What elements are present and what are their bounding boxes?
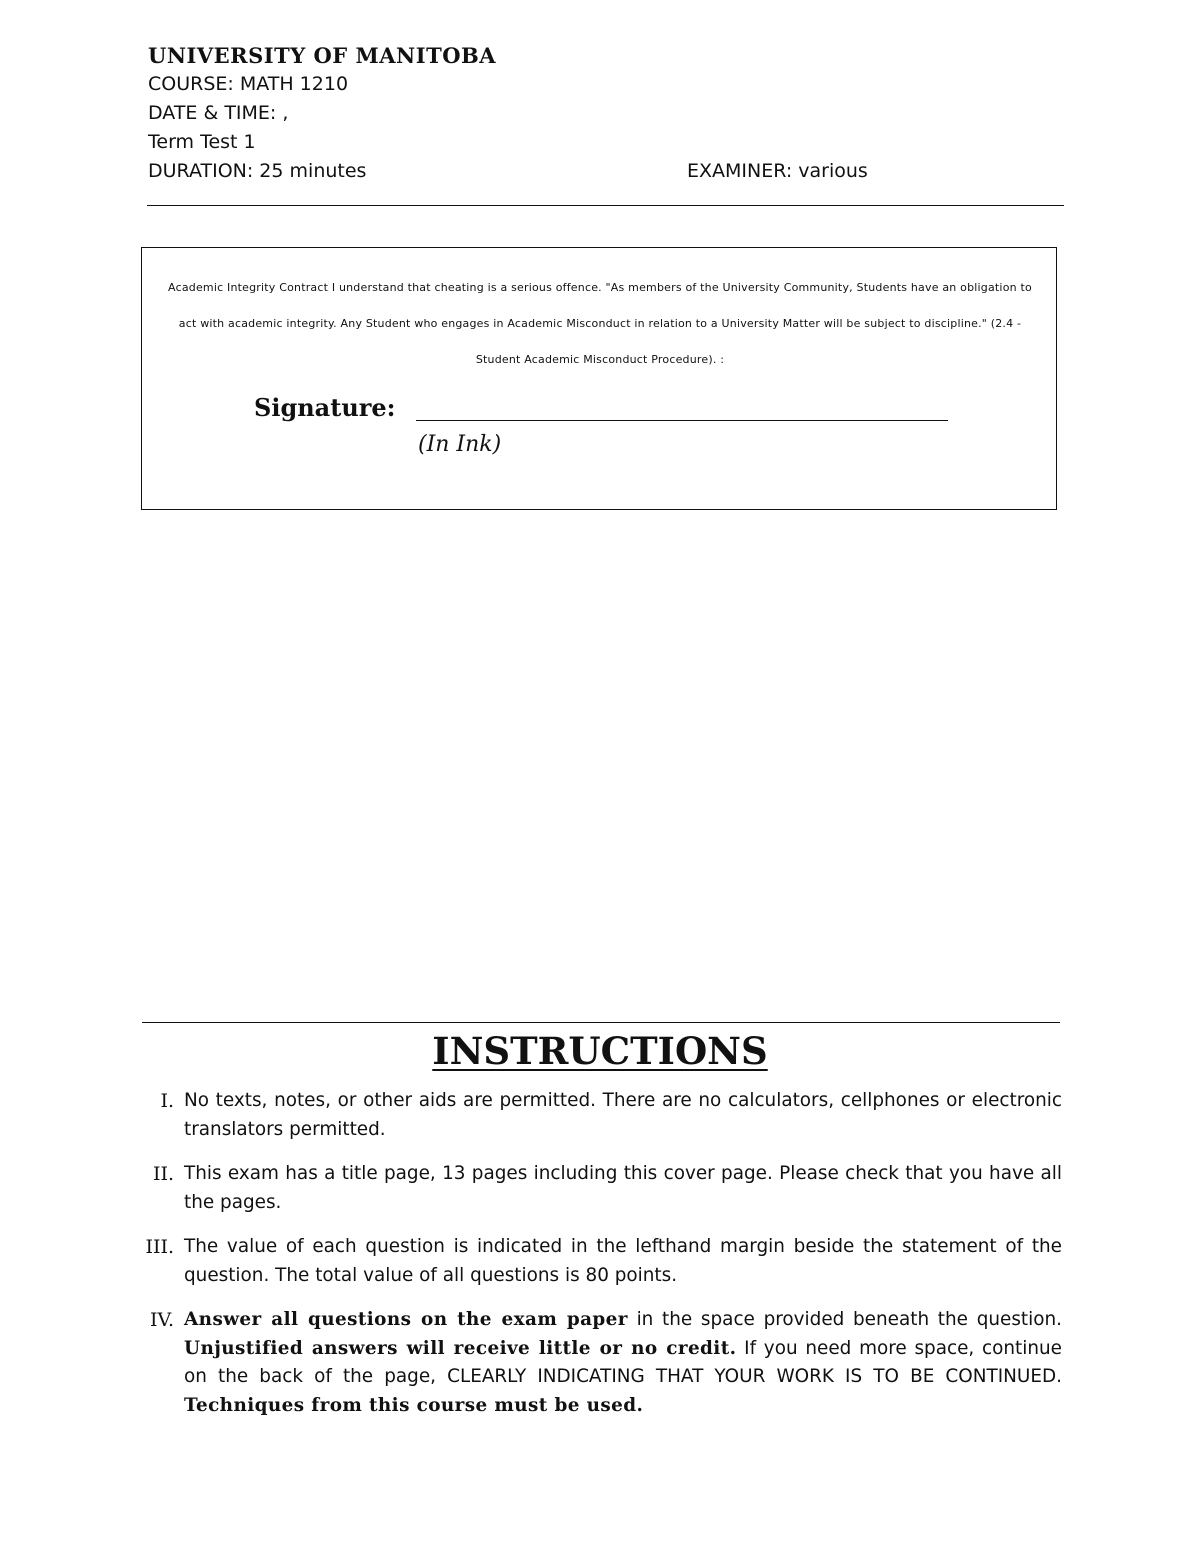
instruction-bold-text: Techniques from this course must be used. bbox=[184, 1394, 644, 1416]
header-divider bbox=[147, 205, 1064, 206]
duration-line: DURATION: 25 minutes bbox=[148, 160, 367, 182]
instruction-item bbox=[140, 1160, 1062, 1217]
date-time-line: DATE & TIME: , bbox=[148, 102, 289, 124]
instructions-divider bbox=[142, 1022, 1060, 1023]
instruction-bold-text: Answer all questions on the exam paper bbox=[184, 1309, 628, 1330]
test-name: Term Test 1 bbox=[148, 131, 256, 153]
instruction-item bbox=[140, 1087, 1062, 1144]
integrity-contract-text: Academic Integrity Contract I understand that cheating is a serious offence. "As members of the University Community, Students have an obligation to act with academic integrity. Any Student who engages in Academic Misconduct in relation to a University Matter will be subject to discipline." (2.4 - Student Academic Misconduct Procedure). : bbox=[168, 281, 1032, 366]
instruction-plain-text: If you need more space, continue on the back of the page, CLEARLY INDICATING THAT YOUR WORK IS TO BE CONTINUED. bbox=[184, 1337, 1063, 1387]
instruction-number: III. bbox=[145, 1236, 174, 1258]
course-line: COURSE: MATH 1210 bbox=[148, 73, 349, 95]
instruction-text: This exam has a title page, 13 pages including this cover page. Please check that you have all the pages. bbox=[184, 1163, 1062, 1213]
instruction-text: No texts, notes, or other aids are permitted. There are no calculators, cellphones or electronic translators permitted. bbox=[184, 1090, 1062, 1140]
signature-label: Signature: bbox=[254, 393, 396, 422]
university-name: UNIVERSITY OF MANITOBA bbox=[148, 43, 497, 68]
instruction-bold-text: Unjustified answers will receive little or no credit. bbox=[184, 1337, 737, 1359]
signature-line[interactable] bbox=[416, 420, 948, 421]
instruction-item bbox=[140, 1306, 1062, 1420]
instructions-list bbox=[140, 1087, 1062, 1436]
instruction-number: I. bbox=[160, 1090, 174, 1112]
instruction-item bbox=[140, 1233, 1062, 1290]
instructions-title-text: INSTRUCTIONS bbox=[432, 1029, 768, 1073]
integrity-contract-box bbox=[141, 247, 1057, 510]
instruction-text bbox=[184, 1306, 1062, 1420]
instruction-text: The value of each question is indicated in the lefthand margin beside the statement of the question. The total value of all questions is 80 points. bbox=[184, 1236, 1062, 1286]
instruction-plain-text: in the space provided beneath the question. bbox=[627, 1309, 1062, 1330]
instruction-number: IV. bbox=[150, 1309, 174, 1331]
examiner-line: EXAMINER: various bbox=[687, 160, 868, 182]
signature-note: (In Ink) bbox=[418, 432, 502, 457]
instructions-title bbox=[0, 1030, 1200, 1073]
instruction-number: II. bbox=[152, 1163, 174, 1185]
